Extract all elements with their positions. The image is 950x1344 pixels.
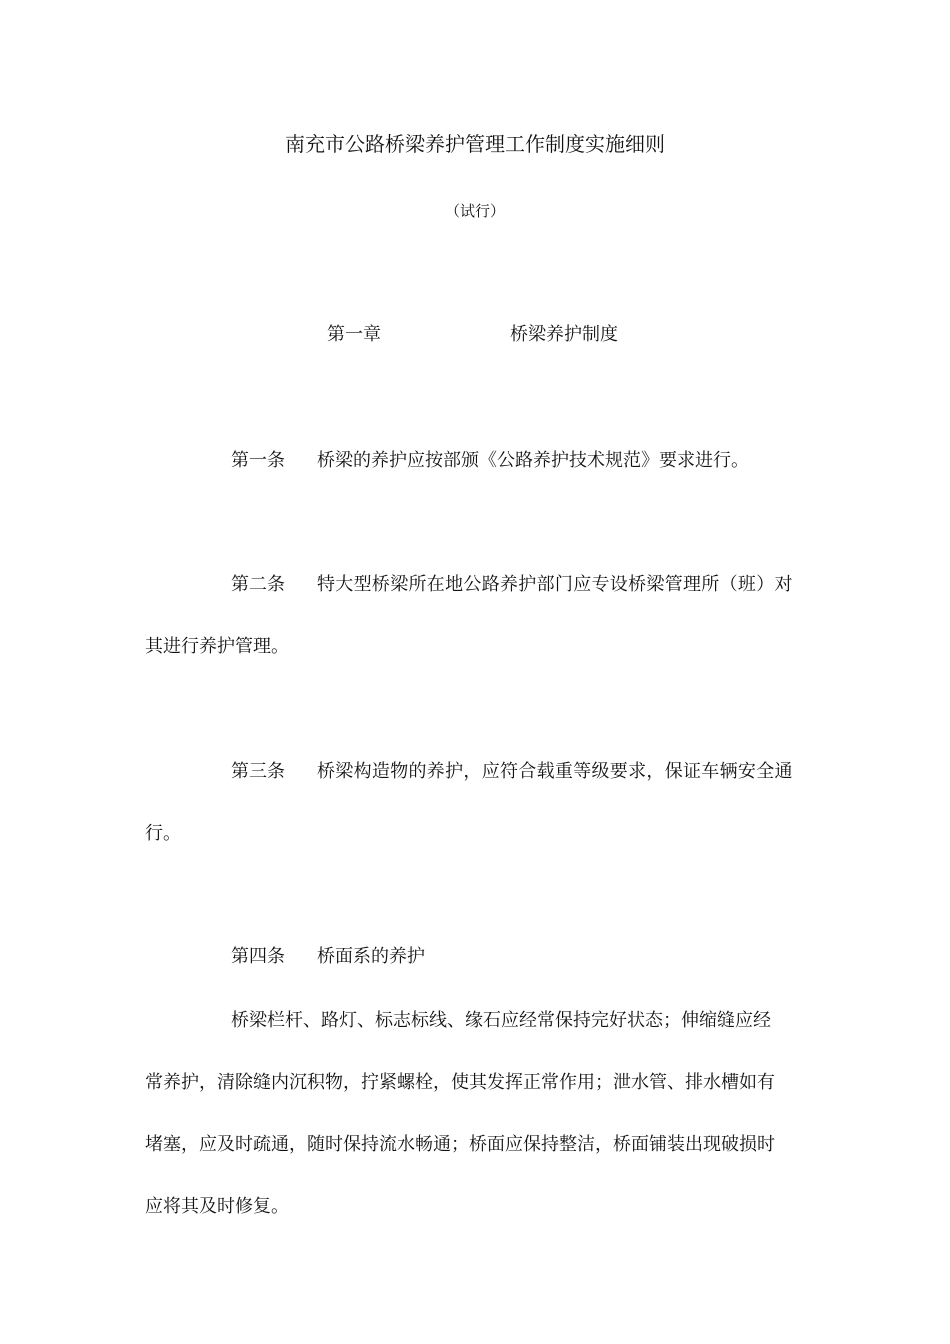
article-text-continued: 行。 bbox=[145, 823, 181, 844]
paragraph-line: 应将其及时修复。 bbox=[145, 1196, 289, 1217]
article-text: 桥面系的养护 bbox=[317, 946, 425, 967]
paragraph-line: 桥梁栏杆、路灯、标志标线、缘石应经常保持完好状态；伸缩缝应经 bbox=[231, 1010, 771, 1031]
document-title: 南充市公路桥梁养护管理工作制度实施细则 bbox=[285, 132, 665, 156]
article-label: 第三条 bbox=[231, 761, 285, 782]
article-text: 桥梁的养护应按部颁《公路养护技术规范》要求进行。 bbox=[317, 450, 749, 471]
paragraph-line: 常养护，清除缝内沉积物，拧紧螺栓，使其发挥正常作用；泄水管、排水槽如有 bbox=[145, 1072, 775, 1093]
paragraph-line: 堵塞，应及时疏通，随时保持流水畅通；桥面应保持整洁，桥面铺装出现破损时 bbox=[145, 1134, 775, 1155]
document-subtitle: （试行） bbox=[444, 202, 505, 220]
chapter-number: 第一章 bbox=[327, 324, 381, 345]
article-label: 第四条 bbox=[231, 946, 285, 967]
article-text-continued: 其进行养护管理。 bbox=[145, 636, 289, 657]
article-label: 第二条 bbox=[231, 574, 285, 595]
chapter-title: 桥梁养护制度 bbox=[510, 324, 618, 345]
article-text: 特大型桥梁所在地公路养护部门应专设桥梁管理所（班）对 bbox=[317, 574, 793, 595]
article-text: 桥梁构造物的养护，应符合载重等级要求，保证车辆安全通 bbox=[317, 761, 793, 782]
article-label: 第一条 bbox=[231, 450, 285, 471]
